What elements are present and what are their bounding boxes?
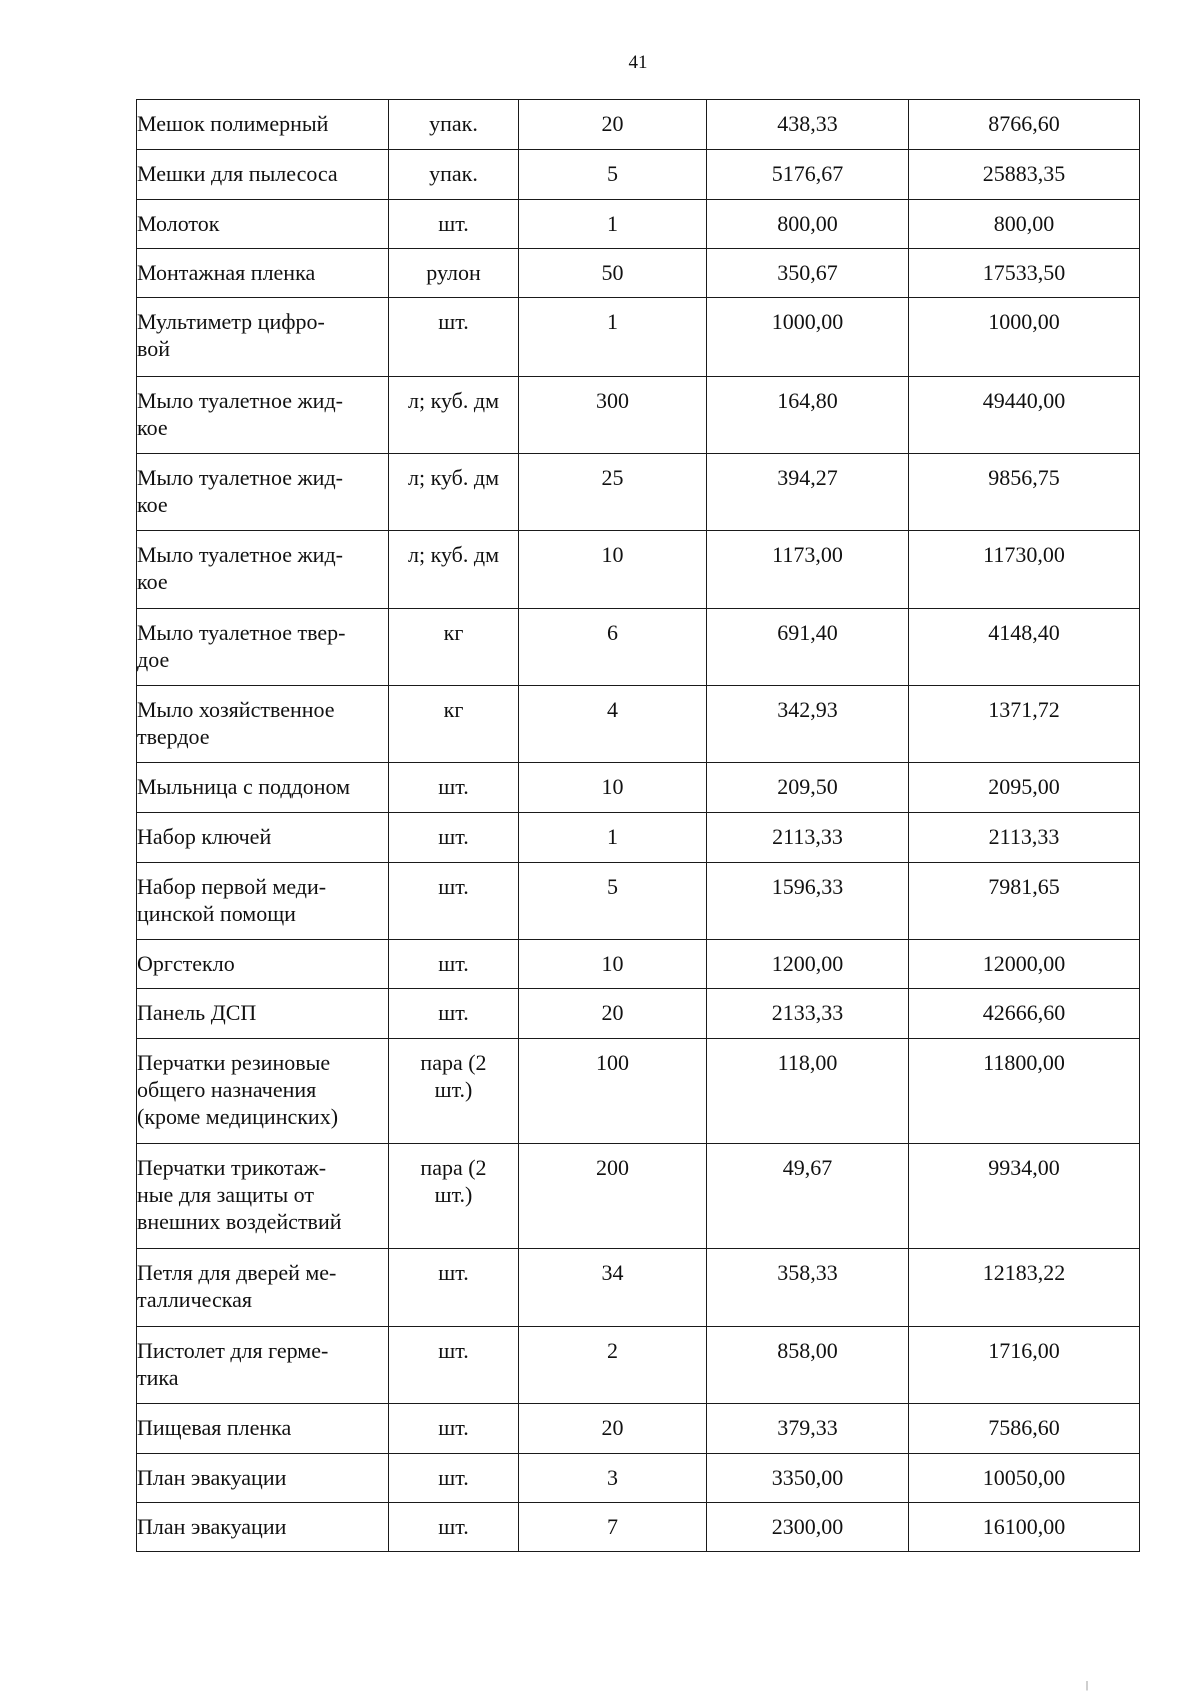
item-quantity-cell <box>519 531 707 609</box>
item-total-cell <box>909 454 1140 531</box>
table-row <box>137 940 1140 989</box>
item-name: Монтажная пленка <box>137 260 316 285</box>
item-unit-cell <box>389 1454 519 1503</box>
item-total: 9856,75 <box>988 465 1060 490</box>
item-price-cell <box>707 609 909 686</box>
item-name: Пистолет для герме- тика <box>137 1338 329 1390</box>
item-quantity: 6 <box>607 620 618 645</box>
table-row <box>137 1454 1140 1503</box>
item-quantity-cell <box>519 1404 707 1454</box>
item-price-cell <box>707 249 909 298</box>
item-total: 17533,50 <box>982 260 1066 285</box>
item-name-cell <box>137 609 389 686</box>
item-price-cell <box>707 763 909 813</box>
item-price: 2133,33 <box>771 1000 844 1025</box>
item-total: 800,00 <box>993 211 1055 236</box>
table-row <box>137 1249 1140 1327</box>
item-unit: упак. <box>429 111 478 136</box>
item-quantity: 7 <box>607 1514 618 1539</box>
item-price: 1200,00 <box>771 951 844 976</box>
item-name: Мыло хозяйственное твердое <box>137 697 335 749</box>
item-name-cell <box>137 531 389 609</box>
item-quantity-cell <box>519 989 707 1039</box>
item-price: 394,27 <box>777 465 838 490</box>
item-unit: л; куб. дм <box>408 388 499 413</box>
item-name: Мыло туалетное жид- кое <box>137 465 343 517</box>
item-name-cell <box>137 1327 389 1404</box>
item-total: 7586,60 <box>988 1415 1060 1440</box>
item-price: 438,33 <box>777 111 838 136</box>
item-unit: шт. <box>438 309 469 334</box>
table-row <box>137 1404 1140 1454</box>
table-row <box>137 249 1140 298</box>
item-quantity-cell <box>519 150 707 200</box>
item-quantity-cell <box>519 863 707 940</box>
item-price: 49,67 <box>782 1155 833 1180</box>
item-price-cell <box>707 1144 909 1249</box>
table-row <box>137 298 1140 377</box>
item-quantity-cell <box>519 763 707 813</box>
item-name-cell <box>137 454 389 531</box>
item-price-cell <box>707 100 909 150</box>
item-price: 350,67 <box>777 260 838 285</box>
item-quantity-cell <box>519 249 707 298</box>
item-price: 3350,00 <box>771 1465 844 1490</box>
item-total-cell <box>909 249 1140 298</box>
item-total-cell <box>909 200 1140 249</box>
item-unit: шт. <box>438 211 469 236</box>
item-unit: шт. <box>438 1465 469 1490</box>
item-total-cell <box>909 1249 1140 1327</box>
item-quantity: 25 <box>601 465 624 490</box>
item-unit-cell <box>389 609 519 686</box>
item-unit: шт. <box>438 1338 469 1363</box>
item-total: 1000,00 <box>988 309 1060 334</box>
item-unit-cell <box>389 1327 519 1404</box>
item-name-cell <box>137 1503 389 1552</box>
item-unit-cell <box>389 1039 519 1144</box>
item-name-cell <box>137 1404 389 1454</box>
item-unit: л; куб. дм <box>408 465 499 490</box>
table-row <box>137 377 1140 454</box>
item-name: Перчатки трикотаж- ные для защиты от внешних воздействий <box>137 1155 342 1234</box>
item-total: 16100,00 <box>982 1514 1066 1539</box>
item-price-cell <box>707 200 909 249</box>
item-unit: шт. <box>438 774 469 799</box>
item-unit-cell <box>389 454 519 531</box>
item-unit-cell <box>389 1503 519 1552</box>
item-price: 691,40 <box>777 620 838 645</box>
item-name-cell <box>137 1039 389 1144</box>
item-unit-cell <box>389 989 519 1039</box>
item-total: 42666,60 <box>982 1000 1066 1025</box>
item-quantity-cell <box>519 1503 707 1552</box>
item-name: Перчатки резиновые общего назначения (кроме медицинских) <box>137 1050 339 1129</box>
item-total: 1716,00 <box>988 1338 1060 1363</box>
item-total-cell <box>909 1039 1140 1144</box>
item-unit: шт. <box>438 1415 469 1440</box>
item-name: Молоток <box>137 211 220 236</box>
item-quantity: 5 <box>607 874 618 899</box>
item-name-cell <box>137 1249 389 1327</box>
item-unit: шт. <box>438 874 469 899</box>
item-price: 342,93 <box>777 697 838 722</box>
item-quantity-cell <box>519 686 707 763</box>
item-name-cell <box>137 298 389 377</box>
item-total: 7981,65 <box>988 874 1060 899</box>
table-row <box>137 1503 1140 1552</box>
item-quantity-cell <box>519 298 707 377</box>
item-quantity-cell <box>519 377 707 454</box>
item-name: Мыльница с поддоном <box>137 774 351 799</box>
item-unit-cell <box>389 1249 519 1327</box>
item-price-cell <box>707 150 909 200</box>
item-quantity-cell <box>519 200 707 249</box>
table-row <box>137 763 1140 813</box>
item-quantity: 10 <box>601 774 624 799</box>
item-name-cell <box>137 1454 389 1503</box>
item-unit: шт. <box>438 951 469 976</box>
item-quantity: 100 <box>596 1050 629 1075</box>
item-price-cell <box>707 298 909 377</box>
item-quantity: 1 <box>607 824 618 849</box>
item-unit-cell <box>389 863 519 940</box>
item-unit-cell <box>389 531 519 609</box>
item-quantity-cell <box>519 1249 707 1327</box>
item-name: Мешки для пылесоса <box>137 161 338 186</box>
item-quantity: 10 <box>601 951 624 976</box>
item-unit: шт. <box>438 824 469 849</box>
item-total-cell <box>909 609 1140 686</box>
item-name: Петля для дверей ме- таллическая <box>137 1260 337 1312</box>
item-quantity: 1 <box>607 309 618 334</box>
item-total: 12183,22 <box>982 1260 1066 1285</box>
item-quantity-cell <box>519 1454 707 1503</box>
page-number: 41 <box>628 52 648 73</box>
item-name-cell <box>137 1144 389 1249</box>
item-name: План эвакуации <box>137 1514 287 1539</box>
item-price: 358,33 <box>777 1260 838 1285</box>
item-unit: пара (2 шт.) <box>420 1155 487 1207</box>
goods-table-body <box>137 100 1140 1552</box>
item-name: Мыло туалетное жид- кое <box>137 388 343 440</box>
item-price: 1173,00 <box>772 542 843 567</box>
item-unit: кг <box>443 620 464 645</box>
item-quantity-cell <box>519 813 707 863</box>
table-row <box>137 100 1140 150</box>
item-total-cell <box>909 1503 1140 1552</box>
item-quantity-cell <box>519 100 707 150</box>
item-price: 209,50 <box>777 774 838 799</box>
item-name-cell <box>137 863 389 940</box>
item-price-cell <box>707 1503 909 1552</box>
item-name-cell <box>137 377 389 454</box>
table-row <box>137 863 1140 940</box>
item-total-cell <box>909 813 1140 863</box>
item-name: Оргстекло <box>137 951 235 976</box>
goods-table <box>136 99 1140 1552</box>
table-row <box>137 609 1140 686</box>
item-quantity: 5 <box>607 161 618 186</box>
item-name: Панель ДСП <box>137 1000 257 1025</box>
item-total-cell <box>909 377 1140 454</box>
item-name: Мыло туалетное твер- дое <box>137 620 346 672</box>
item-unit-cell <box>389 686 519 763</box>
item-price-cell <box>707 1039 909 1144</box>
item-quantity-cell <box>519 609 707 686</box>
item-unit-cell <box>389 813 519 863</box>
item-name: План эвакуации <box>137 1465 287 1490</box>
item-unit-cell <box>389 200 519 249</box>
item-name-cell <box>137 150 389 200</box>
item-price: 118,00 <box>777 1050 838 1075</box>
item-total: 2095,00 <box>988 774 1060 799</box>
item-name: Мультиметр цифро- вой <box>137 309 325 361</box>
item-quantity: 4 <box>607 697 618 722</box>
item-price: 5176,67 <box>771 161 844 186</box>
item-name-cell <box>137 100 389 150</box>
item-name-cell <box>137 249 389 298</box>
table-row <box>137 531 1140 609</box>
item-unit: л; куб. дм <box>408 542 499 567</box>
item-price: 379,33 <box>777 1415 838 1440</box>
item-unit: шт. <box>438 1000 469 1025</box>
item-total-cell <box>909 150 1140 200</box>
item-price-cell <box>707 686 909 763</box>
item-name-cell <box>137 813 389 863</box>
item-name-cell <box>137 200 389 249</box>
item-price-cell <box>707 863 909 940</box>
item-quantity-cell <box>519 454 707 531</box>
item-total: 11800,00 <box>983 1050 1065 1075</box>
item-price-cell <box>707 377 909 454</box>
item-price: 2300,00 <box>771 1514 844 1539</box>
item-unit: рулон <box>426 260 481 285</box>
item-total-cell <box>909 763 1140 813</box>
item-total-cell <box>909 989 1140 1039</box>
item-unit-cell <box>389 150 519 200</box>
item-unit: шт. <box>438 1514 469 1539</box>
item-total: 11730,00 <box>983 542 1065 567</box>
item-name-cell <box>137 940 389 989</box>
item-price-cell <box>707 940 909 989</box>
item-total: 4148,40 <box>988 620 1060 645</box>
item-unit-cell <box>389 377 519 454</box>
item-total-cell <box>909 100 1140 150</box>
item-quantity-cell <box>519 940 707 989</box>
table-row <box>137 454 1140 531</box>
item-name: Пищевая пленка <box>137 1415 292 1440</box>
item-unit-cell <box>389 940 519 989</box>
item-quantity: 20 <box>601 1415 624 1440</box>
item-total: 9934,00 <box>988 1155 1060 1180</box>
item-price: 164,80 <box>777 388 838 413</box>
item-total-cell <box>909 686 1140 763</box>
item-unit: шт. <box>438 1260 469 1285</box>
item-total: 8766,60 <box>988 111 1060 136</box>
item-price-cell <box>707 1454 909 1503</box>
item-total: 10050,00 <box>982 1465 1066 1490</box>
item-name: Набор ключей <box>137 824 272 849</box>
item-quantity: 200 <box>596 1155 629 1180</box>
table-row <box>137 200 1140 249</box>
item-quantity-cell <box>519 1327 707 1404</box>
item-quantity: 20 <box>601 1000 624 1025</box>
item-unit: кг <box>443 697 464 722</box>
item-total-cell <box>909 298 1140 377</box>
item-total-cell <box>909 1454 1140 1503</box>
item-total: 2113,33 <box>988 824 1060 849</box>
item-name-cell <box>137 686 389 763</box>
item-total-cell <box>909 863 1140 940</box>
item-price-cell <box>707 531 909 609</box>
item-quantity: 2 <box>607 1338 618 1363</box>
item-quantity: 300 <box>596 388 629 413</box>
item-total-cell <box>909 1144 1140 1249</box>
item-price-cell <box>707 989 909 1039</box>
item-quantity: 20 <box>601 111 624 136</box>
table-row <box>137 813 1140 863</box>
table-row <box>137 1327 1140 1404</box>
item-price-cell <box>707 813 909 863</box>
item-total: 25883,35 <box>982 161 1066 186</box>
item-unit: упак. <box>429 161 478 186</box>
item-price-cell <box>707 1249 909 1327</box>
item-price: 1596,33 <box>771 874 844 899</box>
item-total: 1371,72 <box>988 697 1060 722</box>
item-price-cell <box>707 1404 909 1454</box>
table-row <box>137 686 1140 763</box>
item-quantity-cell <box>519 1144 707 1249</box>
item-name-cell <box>137 989 389 1039</box>
item-price-cell <box>707 1327 909 1404</box>
item-unit-cell <box>389 100 519 150</box>
item-unit: пара (2 шт.) <box>420 1050 487 1102</box>
item-quantity: 1 <box>607 211 618 236</box>
item-total-cell <box>909 1327 1140 1404</box>
item-total: 12000,00 <box>982 951 1066 976</box>
item-quantity: 10 <box>601 542 624 567</box>
item-total-cell <box>909 1404 1140 1454</box>
table-row <box>137 989 1140 1039</box>
item-name: Мыло туалетное жид- кое <box>137 542 343 594</box>
item-name: Мешок полимерный <box>137 111 329 136</box>
item-unit-cell <box>389 249 519 298</box>
item-quantity-cell <box>519 1039 707 1144</box>
item-quantity: 3 <box>607 1465 618 1490</box>
table-row <box>137 150 1140 200</box>
item-price: 800,00 <box>777 211 838 236</box>
item-quantity: 34 <box>601 1260 624 1285</box>
item-total: 49440,00 <box>982 388 1066 413</box>
item-price: 2113,33 <box>772 824 843 849</box>
item-unit-cell <box>389 298 519 377</box>
scan-mark: | <box>1086 1680 1089 1691</box>
item-name-cell <box>137 763 389 813</box>
item-quantity: 50 <box>601 260 624 285</box>
table-row <box>137 1144 1140 1249</box>
item-price-cell <box>707 454 909 531</box>
item-total-cell <box>909 940 1140 989</box>
item-price: 858,00 <box>777 1338 838 1363</box>
item-unit-cell <box>389 1144 519 1249</box>
item-name: Набор первой меди- цинской помощи <box>137 874 327 926</box>
item-unit-cell <box>389 1404 519 1454</box>
item-unit-cell <box>389 763 519 813</box>
item-price: 1000,00 <box>771 309 844 334</box>
item-total-cell <box>909 531 1140 609</box>
table-row <box>137 1039 1140 1144</box>
